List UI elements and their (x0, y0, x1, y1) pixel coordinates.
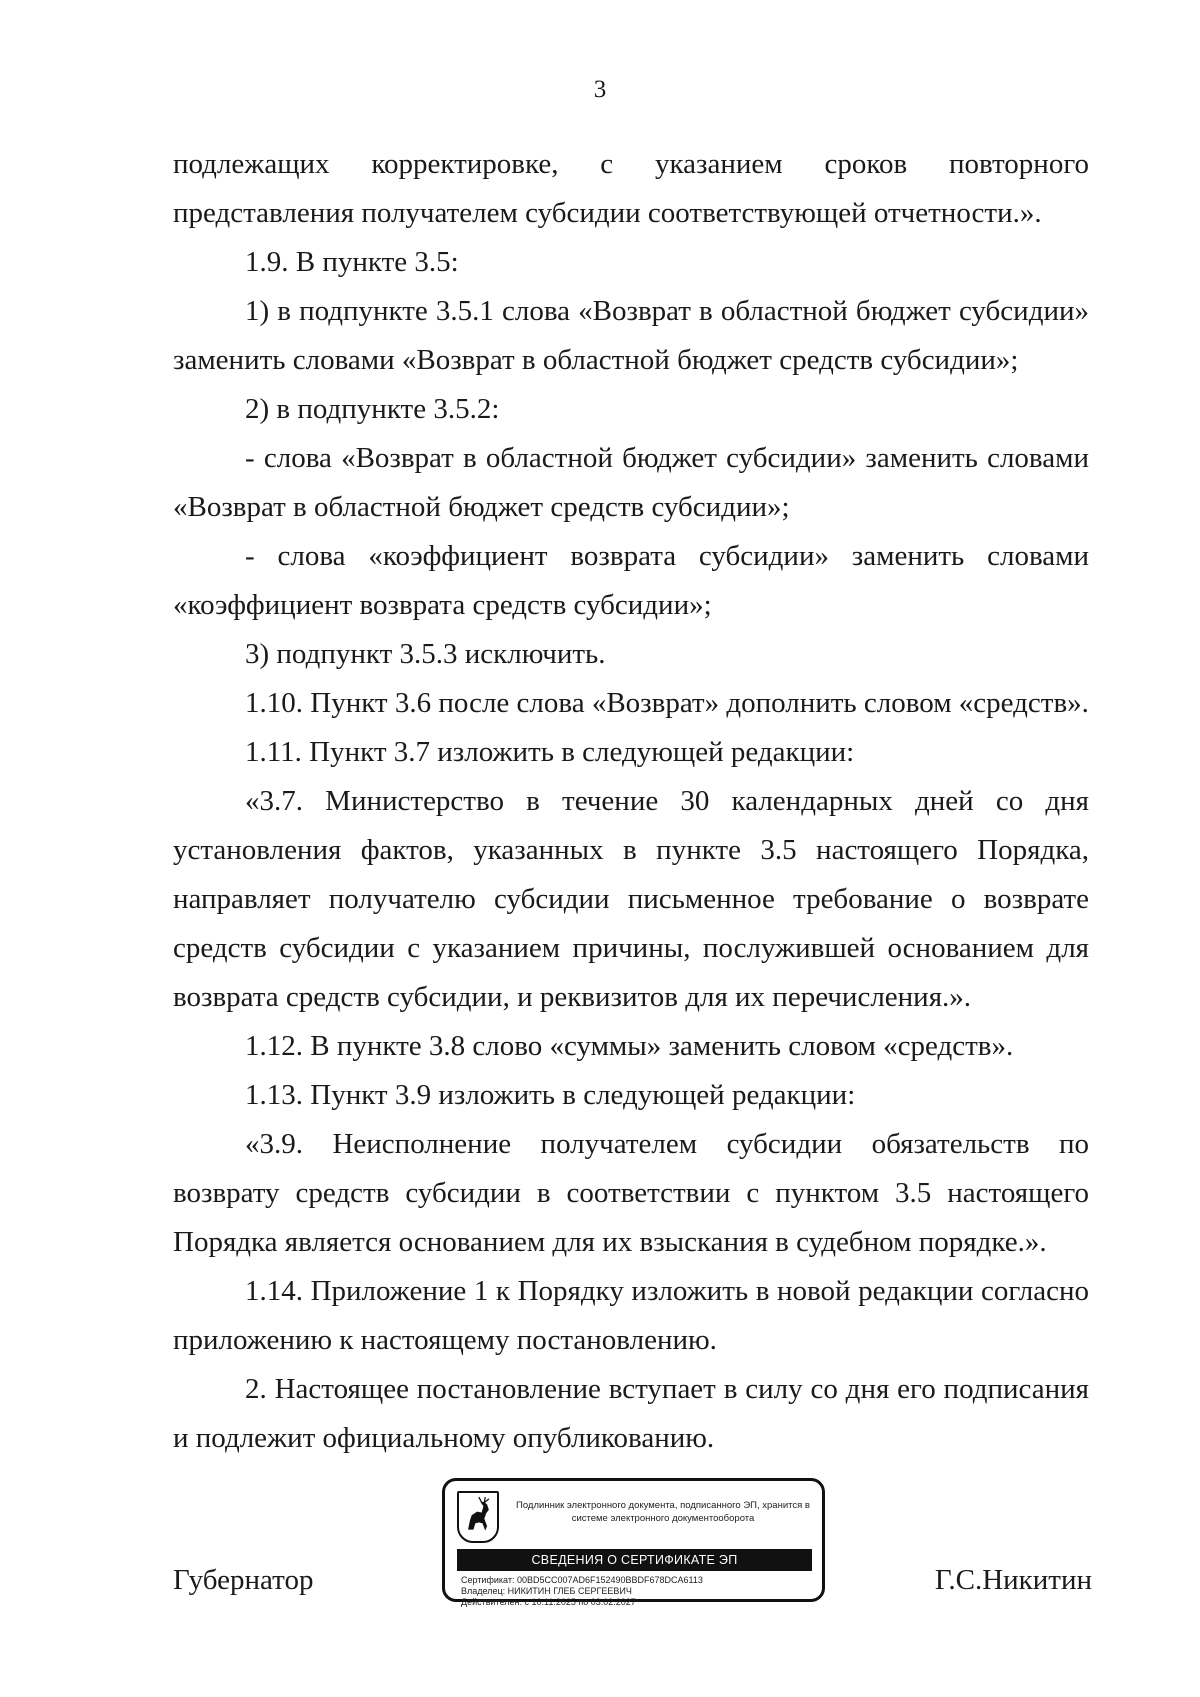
paragraph-continuation: подлежащих корректировке, с указанием сроков повторного представления получателем субсидии соответствующей отчетности.». (173, 148, 1089, 229)
certificate-owner: Владелец: НИКИТИН ГЛЕБ СЕРГЕЕВИЧ (461, 1586, 632, 1596)
paragraph-quote-3-9: «3.9. Неисполнение получателем субсидии обязательств по возврату средств субсидии в соответствии с пунктом 3.5 настоящего Порядка является основанием для их взыскания в судебном порядке.». (173, 1128, 1089, 1258)
paragraph-2: 2. Настоящее постановление вступает в силу со дня его подписания и подлежит официальному опубликованию. (173, 1373, 1089, 1454)
page-number: 3 (593, 76, 607, 103)
paragraph-1-13: 1.13. Пункт 3.9 изложить в следующей редакции: (245, 1079, 856, 1111)
paragraph-subitem-2: 2) в подпункте 3.5.2: (245, 393, 500, 425)
certificate-validity: Действителен: с 10.11.2025 по 03.02.2027 (461, 1597, 636, 1607)
certificate-number: Сертификат: 00BD5CC007AD6F152490BBDF678DCA6113 (461, 1575, 703, 1585)
coat-of-arms-icon (457, 1491, 499, 1543)
document-body (173, 140, 1089, 1463)
paragraph-1-14: 1.14. Приложение 1 к Порядку изложить в новой редакции согласно приложению к настоящему постановлению. (173, 1275, 1089, 1356)
paragraph-dash-2: - слова «коэффициент возврата субсидии» заменить словами «коэффициент возврата средств субсидии»; (173, 540, 1089, 621)
paragraph-1-10: 1.10. Пункт 3.6 после слова «Возврат» дополнить словом «средств». (245, 687, 1089, 719)
stamp-note: Подлинник электронного документа, подписанного ЭП, хранится в системе электронного документооборота (516, 1500, 810, 1524)
electronic-signature-stamp (442, 1478, 825, 1607)
signer-name: Г.С.Никитин (934, 1564, 1092, 1596)
paragraph-subitem-1: 1) в подпункте 3.5.1 слова «Возврат в областной бюджет субсидии» заменить словами «Возврат в областной бюджет средств субсидии»; (173, 295, 1089, 376)
signer-position: Губернатор (173, 1564, 314, 1596)
stamp-header: СВЕДЕНИЯ О СЕРТИФИКАТЕ ЭП (457, 1549, 812, 1571)
paragraph-1-9: 1.9. В пункте 3.5: (245, 246, 459, 278)
paragraph-dash-1: - слова «Возврат в областной бюджет субсидии» заменить словами «Возврат в областной бюджет средств субсидии»; (173, 442, 1089, 523)
paragraph-quote-3-7: «3.7. Министерство в течение 30 календарных дней со дня установления фактов, указанных в пункте 3.5 настоящего Порядка, направляет получателю субсидии письменное требование о возврате средств субсидии с указанием причины, послужившей основанием для возврата средств субсидии, и реквизитов для их перечисления.». (173, 785, 1089, 1013)
certificate-details (461, 1575, 703, 1608)
signature-block (0, 1478, 1200, 1608)
paragraph-1-12: 1.12. В пункте 3.8 слово «суммы» заменить словом «средств». (245, 1030, 1014, 1062)
paragraph-subitem-3: 3) подпункт 3.5.3 исключить. (245, 638, 606, 670)
paragraph-1-11: 1.11. Пункт 3.7 изложить в следующей редакции: (245, 736, 855, 768)
